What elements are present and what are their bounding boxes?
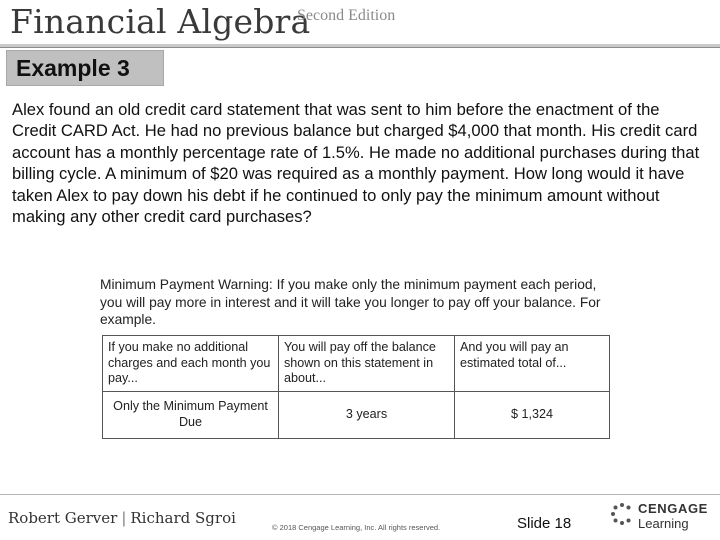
- slide-number: Slide 18: [517, 515, 572, 532]
- book-edition: Second Edition: [297, 7, 396, 24]
- footer-divider: [0, 494, 720, 495]
- problem-statement: Alex found an old credit card statement that was sent to him before the enactment of the Credit CARD Act. He had no previous balance but charged $4,000 that month. His credit card account has a monthly percentage rate of 1.5%. He made no additional purchases during that billing cycle. A minimum of $20 was required as a monthly payment. How long would it have taken Alex to pay down his debt if he continued to only pay the minimum amount without making any other credit card purchases?: [12, 100, 700, 227]
- slide-header: [0, 0, 720, 46]
- table-header-cell: And you will pay an estimated total of...: [455, 336, 610, 392]
- table-header-cell: You will pay off the balance shown on this statement in about...: [279, 336, 455, 392]
- table-header-row: [103, 336, 610, 392]
- table-cell: $ 1,324: [455, 391, 610, 438]
- header-divider-line: [0, 47, 720, 48]
- table-cell: 3 years: [279, 391, 455, 438]
- author-name: Richard Sgroi: [130, 509, 236, 527]
- publisher-name: CENGAGE: [638, 501, 708, 516]
- table-header-cell: If you make no additional charges and each month you pay...: [103, 336, 279, 392]
- table-row: [103, 391, 610, 438]
- author-separator: |: [121, 509, 127, 527]
- copyright-notice: © 2018 Cengage Learning, Inc. All rights reserved.: [272, 523, 441, 532]
- payment-table: [102, 335, 610, 439]
- cengage-logo-icon: [610, 502, 634, 526]
- authors: [8, 509, 236, 527]
- author-name: Robert Gerver: [8, 509, 118, 527]
- publisher-subname: Learning: [638, 516, 689, 531]
- example-label-box: [6, 50, 164, 86]
- book-title: Financial Algebra: [10, 2, 311, 41]
- example-label: Example 3: [16, 55, 130, 81]
- minimum-payment-warning: Minimum Payment Warning: If you make only the minimum payment each period, you will pay more in interest and it will take you longer to pay off your balance. For example.: [100, 277, 601, 327]
- table-cell: Only the Minimum Payment Due: [103, 391, 279, 438]
